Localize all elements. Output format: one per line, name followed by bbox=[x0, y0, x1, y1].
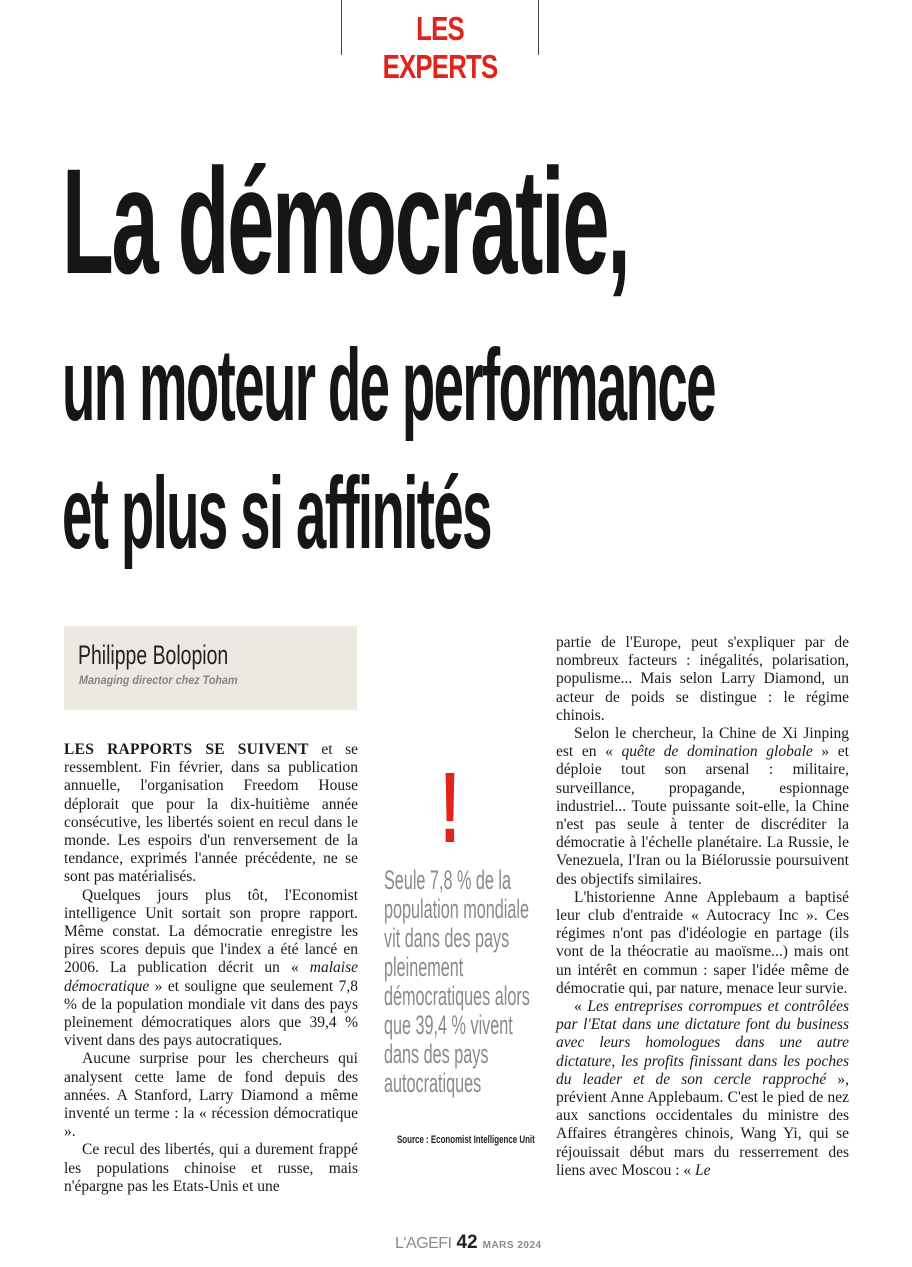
paragraph bbox=[556, 998, 849, 1180]
page-number: 42 bbox=[456, 1232, 478, 1253]
headline-line-2: un moteur de performance bbox=[62, 328, 715, 442]
page-footer bbox=[395, 1232, 542, 1256]
emphasis-text: malaise démocratique bbox=[64, 959, 358, 995]
paragraph-text: et se ressemblent. Fin février, dans sa publication annuelle, l'organisation Freedom House déplorait que pour la dix-huitième année consécutive, les libertés soient en recul dans le monde. Les espoirs d'un renversement de la tendance, exprimés l'année précédente, ne se sont pas matérialisés. bbox=[64, 741, 358, 886]
paragraph bbox=[64, 887, 358, 1051]
emphasis-text: quête de domination globale bbox=[621, 743, 813, 761]
author-name: Philippe Bolopion bbox=[78, 640, 229, 670]
paragraph-text: », prévient Anne Applebaum. C'est le pied de nez aux sanctions occidentales du ministre des Affaires étrangères chinois, Wang Yi, qui se réjouissait début mars du resserrement des liens avec Moscou : « bbox=[556, 1070, 849, 1179]
paragraph bbox=[64, 741, 358, 887]
paragraph bbox=[556, 725, 849, 889]
paragraph-text: Selon le chercheur, la Chine de Xi Jinping est en « bbox=[556, 725, 849, 761]
paragraph: Ce recul des libertés, qui a durement frappé les populations chinoise et russe, mais n'épargne pas les Etats-Unis et une bbox=[64, 1141, 358, 1195]
paragraph: partie de l'Europe, peut s'expliquer par de nombreux facteurs : inégalités, polarisation, populisme... Mais selon Larry Diamond, un acteur de poids se distingue : le régime chinois. bbox=[556, 634, 849, 724]
author-role: Managing director chez Toham bbox=[79, 673, 238, 687]
issue-date: MARS 2024 bbox=[482, 1240, 542, 1251]
paragraph-text: Quelques jours plus tôt, l'Economist intelligence Unit sortait son propre rapport. Même constat. La démocratie enregistre les pires scores depuis que l'index a été lancé en 2006. La publication décrit un « bbox=[64, 886, 358, 977]
paragraph: Aucune surprise pour les chercheurs qui analysent cette lame de fond depuis des années. A Stanford, Larry Diamond a même inventé un terme : la « récession démocratique ». bbox=[64, 1050, 358, 1141]
section-rubric: LES EXPERTS bbox=[382, 10, 498, 85]
article-column-1 bbox=[64, 741, 358, 1196]
paragraph-text: » et souligne que seulement 7,8 % de la population mondiale vit dans des pays pleinement démocratiques alors que 39,4 % vivent dans des pays autocratiques. bbox=[64, 977, 358, 1050]
rubric-frame bbox=[341, 0, 539, 85]
headline-line-3: et plus si affinités bbox=[62, 456, 491, 570]
article-column-2 bbox=[556, 634, 849, 1180]
emphasis-text: Les entreprises corrompues et contrôlées par l'Etat dans une dictature font du business avec leurs homologues dans une autre dictature, les profits finissant dans les poches du leader et de son cercle rapproché bbox=[556, 998, 850, 1088]
exclamation-icon: ! bbox=[440, 752, 460, 864]
paragraph: L'historienne Anne Applebaum a baptisé leur club d'entraide « Autocracy Inc ». Ces régimes n'ont pas d'idéologie en partage (ils vont de la théocratie au maoïsme...) mais ont un intérêt en commun : saper l'idée même de démocratie qui, par nature, menace leur survie. bbox=[556, 888, 849, 997]
pull-quote: Seule 7,8 % de la population mondiale vit dans des pays pleinement démocratiques alors que 39,4 % vivent dans des pays autocratiques bbox=[384, 865, 530, 1098]
footer-brand-logo: L'AGEFI bbox=[395, 1235, 452, 1252]
pull-quote-source: Source : Economist Intelligence Unit bbox=[397, 1134, 535, 1146]
paragraph-text: » et déploie tout son arsenal : militaire, surveillance, propagande, espionnage industriel... Toute puissante soit-elle, la Chine n'est pas seule à tenter de discréditer la démocratie à l'échelle planétaire. La Russie, le Venezuela, l'Iran ou la Biélorussie poursuivent des objectifs similaires. bbox=[556, 743, 849, 888]
emphasis-text: Le bbox=[695, 1161, 711, 1179]
paragraph-text: « bbox=[574, 998, 588, 1016]
lead-in: LES RAPPORTS SE SUIVENT bbox=[64, 741, 309, 758]
headline-line-1: La démocratie, bbox=[62, 137, 629, 305]
